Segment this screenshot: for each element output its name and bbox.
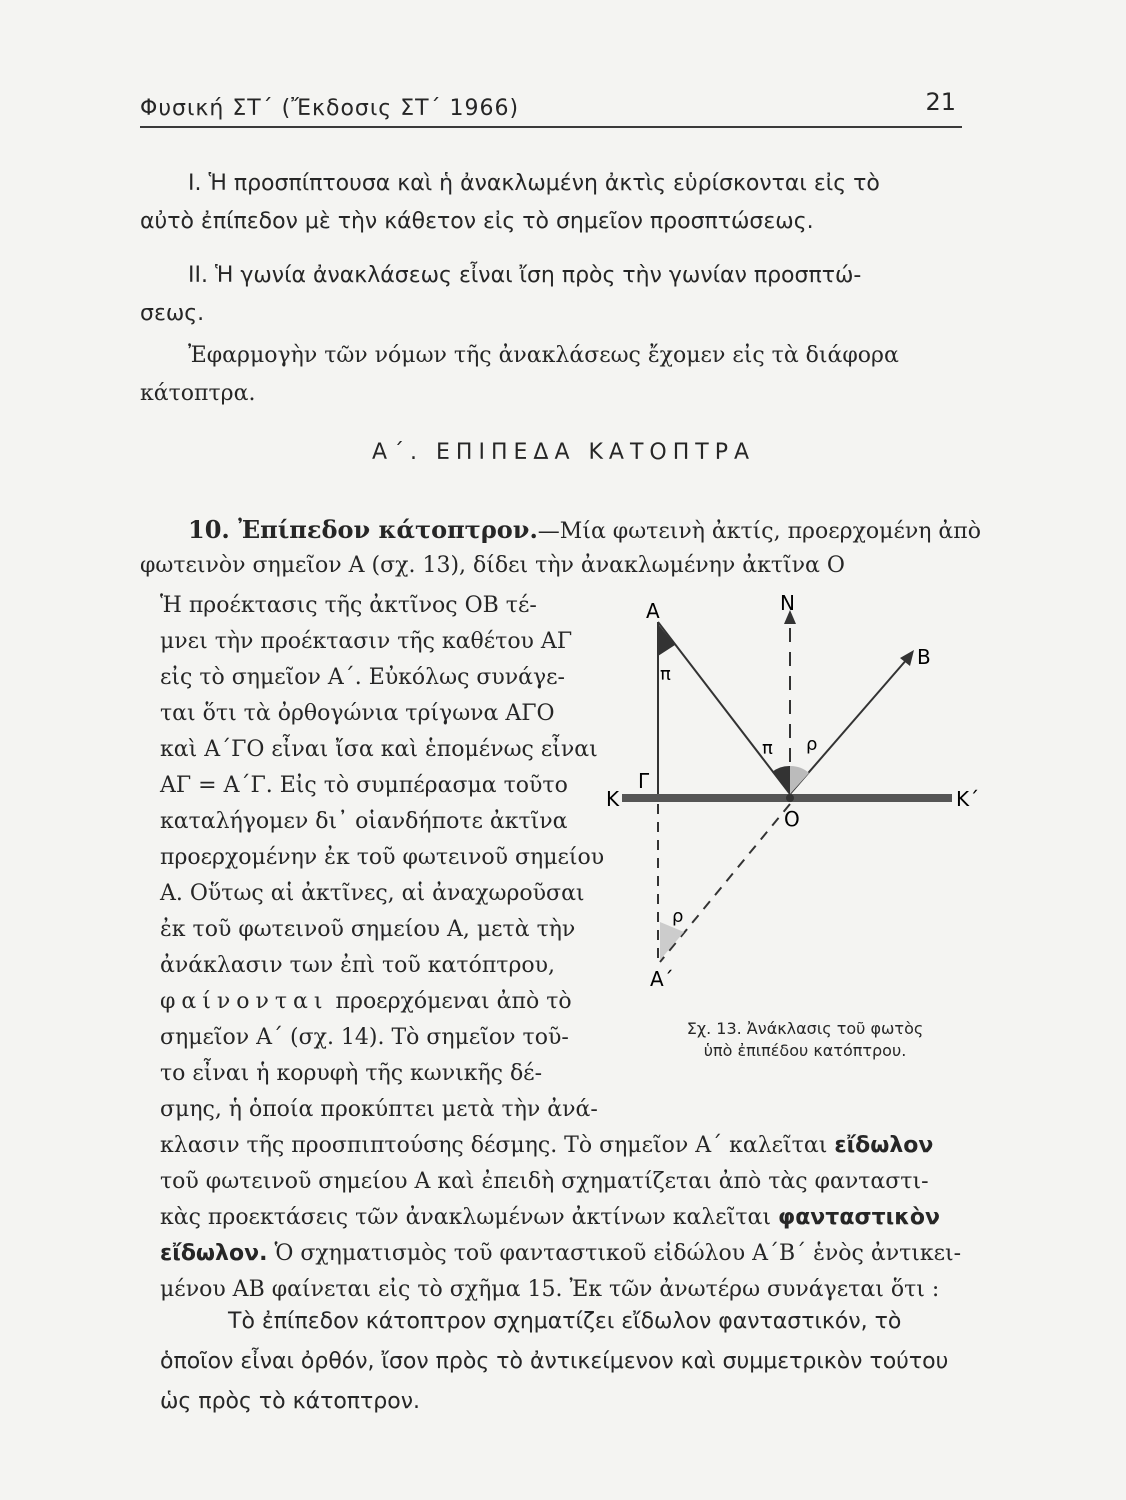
paragraph-line-text: Ὁ σχηματισμὸς τοῦ φανταστικοῦ εἰδώλου Α΄Β΄ ἑνὸς ἀντικει- xyxy=(274,1241,962,1266)
law-2-line-1: ΙΙ. Ἡ γωνία ἀνακλάσεως εἶναι ἴση πρὸς τὴν γωνίαν προσπτώ- xyxy=(188,263,862,288)
angle-marker-reflection xyxy=(790,766,809,794)
label-o: Ο xyxy=(784,807,800,831)
law-2-line-2: σεως. xyxy=(140,301,205,326)
term-eidolon: εἴδωλον xyxy=(834,1133,934,1158)
label-rho-1: ρ xyxy=(806,734,818,755)
conclusion-line-3: ὡς πρὸς τὸ κάτοπτρον. xyxy=(160,1389,420,1414)
point-o xyxy=(786,794,794,802)
conclusion-line-2: ὁποῖον εἶναι ὀρθόν, ἴσον πρὸς τὸ ἀντικείμενον καὶ συμμετρικὸν τούτου xyxy=(160,1349,949,1374)
header-title: Φυσική ΣΤ΄ (Ἔκδοσις ΣΤ΄ 1966) xyxy=(140,96,520,121)
paragraph-line: προερχομένην ἐκ τοῦ φωτεινοῦ σημείου xyxy=(160,845,605,870)
paragraph-line: μένου ΑΒ φαίνεται εἰς τὸ σχῆμα 15. Ἐκ τῶν ἀνωτέρω συνάγεται ὅτι : xyxy=(160,1277,940,1302)
label-pi-2: π xyxy=(762,738,773,759)
label-rho-2: ρ xyxy=(672,906,684,927)
label-k: Κ xyxy=(606,787,620,811)
paragraph-line: ἐκ τοῦ φωτεινοῦ σημείου Α, μετὰ τὴν xyxy=(160,917,576,942)
paragraph-line xyxy=(160,1236,961,1272)
paragraph-line: Ἡ προέκτασις τῆς ἀκτῖνος ΟΒ τέ- xyxy=(160,593,537,618)
caption-line-2: ὑπὸ ἐπιπέδου κατόπτρου. xyxy=(703,1041,907,1060)
figure-caption xyxy=(640,1018,970,1062)
paragraph-line: τοῦ φωτεινοῦ σημείου Α καὶ ἐπειδὴ σχηματίζεται ἀπὸ τὰς φανταστι- xyxy=(160,1169,929,1194)
paragraph-line: καὶ Α΄ΓΟ εἶναι ἴσα καὶ ἑπομένως εἶναι xyxy=(160,737,598,762)
section-title: Α΄. ΕΠΙΠΕΔΑ ΚΑΤΟΠΤΡΑ xyxy=(372,440,756,465)
paragraph-line: —Μία φωτεινὴ ἀκτίς, προερχομένη ἀπὸ xyxy=(537,519,981,544)
law-1-line-2: αὐτὸ ἐπίπεδον μὲ τὴν κάθετον εἰς τὸ σημεῖον προσπτώσεως. xyxy=(140,209,814,234)
paragraph-line: φωτεινὸν σημεῖον Α (σχ. 13), δίδει τὴν ἀνακλωμένην ἀκτῖνα Ο xyxy=(140,553,845,578)
paragraph-line: Α. Οὕτως αἱ ἀκτῖνες, αἱ ἀναχωροῦσαι xyxy=(160,881,585,906)
paragraph-10-heading: 10. Ἐπίπεδον κάτοπτρον. xyxy=(188,515,538,544)
conclusion-paragraph xyxy=(140,1302,1000,1422)
label-a-prime: Α΄ xyxy=(650,967,674,991)
caption-line-1: Σχ. 13. Ἀνάκλασις τοῦ φωτὸς xyxy=(686,1019,924,1038)
running-header xyxy=(140,88,962,128)
paragraph-line xyxy=(160,1128,933,1164)
paragraph-line: το εἶναι ἡ κορυφὴ τῆς κωνικῆς δέ- xyxy=(160,1061,543,1086)
label-pi-1: π xyxy=(660,664,671,685)
angle-marker-incidence xyxy=(772,766,790,794)
paragraph-line: σμης, ἡ ὁποία προκύπτει μετὰ τὴν ἀνά- xyxy=(160,1097,598,1122)
label-k-prime: Κ΄ xyxy=(956,787,980,811)
law-1-line-1: Ι. Ἡ προσπίπτουσα καὶ ἡ ἀνακλωμένη ἀκτὶς εὑρίσκονται εἰς τὸ xyxy=(188,171,880,196)
term-fantastikon: φανταστικὸν xyxy=(777,1205,940,1230)
paragraph-line-text: κὰς προεκτάσεις τῶν ἀνακλωμένων ἀκτίνων καλεῖται xyxy=(160,1205,771,1230)
paragraph-line-tail: προερχόμεναι ἀπὸ τὸ xyxy=(335,989,572,1014)
paragraph-line: εἰς τὸ σημεῖον Α΄. Εὐκόλως συνάγε- xyxy=(160,665,565,690)
paragraph-line: ται ὅτι τὰ ὀρθογώνια τρίγωνα ΑΓΟ xyxy=(160,701,555,726)
label-a: Α xyxy=(646,599,660,623)
paragraph-line: σημεῖον Α΄ (σχ. 14). Τὸ σημεῖον τοῦ- xyxy=(160,1025,569,1050)
emphasized-word: φαίνονται xyxy=(160,989,329,1014)
paragraph-line: μνει τὴν προέκτασιν τῆς καθέτου ΑΓ xyxy=(160,629,573,654)
paragraph-line-text: κλασιν τῆς προσπιπτούσης δέσμης. Τὸ σημεῖον Α΄ καλεῖται xyxy=(160,1133,828,1158)
paragraph-line: ΑΓ = Α΄Γ. Εἰς τὸ συμπέρασμα τοῦτο xyxy=(160,773,568,798)
incident-ray xyxy=(658,622,790,794)
paragraph-line xyxy=(160,984,572,1020)
virtual-extension xyxy=(660,804,790,962)
paragraph-line xyxy=(160,1200,940,1236)
page-number: 21 xyxy=(925,88,956,116)
conclusion-line-1: Τὸ ἐπίπεδον κάτοπτρον σχηματίζει εἴδωλον φανταστικόν, τὸ xyxy=(228,1309,902,1334)
label-gamma: Γ xyxy=(638,769,650,793)
label-n: Ν xyxy=(780,592,795,615)
paragraph-10-first-line xyxy=(188,512,981,550)
application-line-2: κάτοπτρα. xyxy=(140,381,256,406)
angle-marker-a-prime xyxy=(660,922,684,960)
term-eidolon-2: εἴδωλον. xyxy=(160,1241,268,1266)
application-line-1: Ἐφαρμογὴν τῶν νόμων τῆς ἀνακλάσεως ἔχομεν εἰς τὰ διάφορα xyxy=(188,343,899,368)
paragraph-line: καταλήγομεν δι᾿ οἱανδήποτε ἀκτῖνα xyxy=(160,809,568,834)
figure-13-reflection-diagram xyxy=(600,592,1000,1002)
paragraph-line: ἀνάκλασιν των ἐπὶ τοῦ κατόπτρου, xyxy=(160,953,555,978)
label-b: Β xyxy=(917,645,931,669)
